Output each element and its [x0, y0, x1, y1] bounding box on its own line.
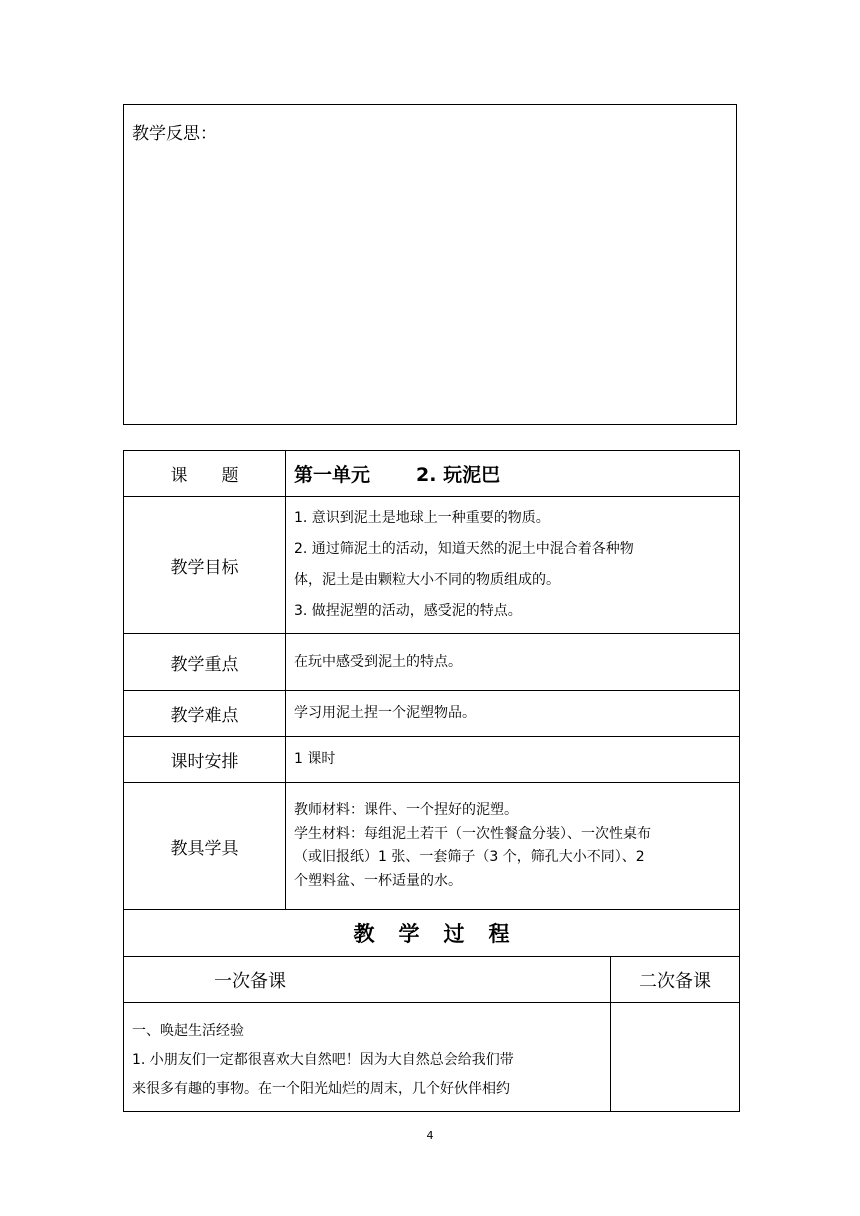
- process-title: 教学过程: [124, 910, 740, 957]
- key-point-value: 在玩中感受到泥土的特点。: [286, 634, 740, 691]
- reflection-label: 教学反思：: [132, 124, 217, 144]
- process-title-row: [124, 910, 740, 957]
- body-line: 一、唤起生活经验: [132, 1023, 244, 1039]
- topic-label: 课 题: [124, 451, 286, 497]
- schedule-value: 1 课时: [286, 737, 740, 783]
- body-line: 1. 小朋友们一定都很喜欢大自然吧！因为大自然总会给我们带: [132, 1052, 514, 1068]
- second-prep-content: [611, 1003, 740, 1112]
- unit-name: 第一单元: [294, 464, 371, 486]
- schedule-label: 课时安排: [124, 737, 286, 783]
- difficulty-label: 教学难点: [124, 691, 286, 737]
- prep-header-row: [124, 957, 740, 1003]
- schedule-row: [124, 737, 740, 783]
- first-prep-header: 一次备课: [124, 957, 611, 1003]
- material-line: 个塑料盆、一杯适量的水。: [294, 872, 462, 889]
- difficulty-value: 学习用泥土捏一个泥塑物品。: [286, 691, 740, 737]
- body-line: 来很多有趣的事物。在一个阳光灿烂的周末，几个好伙伴相约: [132, 1081, 510, 1097]
- lesson-plan-table: [123, 450, 740, 1112]
- objectives-label: 教学目标: [124, 497, 286, 634]
- page-number: 4: [426, 1129, 434, 1142]
- materials-value: [286, 783, 740, 910]
- material-line: 教师材料：课件、一个捏好的泥塑。: [294, 802, 518, 818]
- objectives-row: [124, 497, 740, 634]
- difficulty-row: [124, 691, 740, 737]
- objective-line: 体，泥土是由颗粒大小不同的物质组成的。: [294, 572, 560, 588]
- first-prep-content: [124, 1003, 611, 1112]
- objective-line: 1. 意识到泥土是地球上一种重要的物质。: [294, 510, 550, 526]
- materials-label: 教具学具: [124, 783, 286, 910]
- topic-value: [286, 451, 740, 497]
- topic-row: [124, 451, 740, 497]
- objective-line: 3. 做捏泥塑的活动，感受泥的特点。: [294, 603, 522, 619]
- material-line: 学生材料：每组泥土若干（一次性餐盒分装）、一次性桌布: [294, 825, 651, 842]
- materials-row: [124, 783, 740, 910]
- key-point-row: [124, 634, 740, 691]
- key-point-label: 教学重点: [124, 634, 286, 691]
- process-body-row: [124, 1003, 740, 1112]
- material-line: （或旧报纸）1 张、一套筛子（3 个，筛孔大小不同）、2: [294, 849, 645, 865]
- reflection-box: [123, 104, 737, 425]
- second-prep-header: 二次备课: [611, 957, 740, 1003]
- objectives-value: [286, 497, 740, 634]
- lesson-name: 2. 玩泥巴: [416, 464, 501, 486]
- objective-line: 2. 通过筛泥土的活动，知道天然的泥土中混合着各种物: [294, 541, 634, 557]
